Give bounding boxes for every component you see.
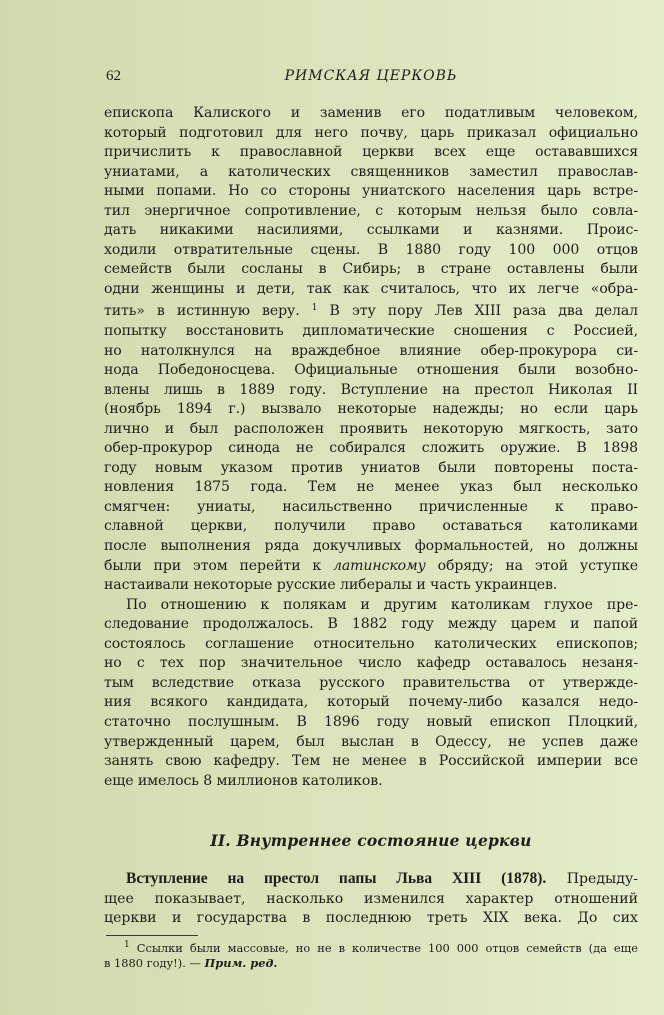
paragraph-lead: Вступление на престол папы Льва XIII (1878). xyxy=(126,870,547,888)
text-line: но натолкнулся на враждебное влияние обер-прокурора си- xyxy=(104,342,638,359)
text-line: униатами, а католических священников заместил православ- xyxy=(104,163,638,180)
text-line: попытку восстановить дипломатические сношения с Россией, xyxy=(104,323,638,340)
text-line: По отношению к полякам и другим католикам глухое пре- xyxy=(126,596,638,613)
footnote-reference[interactable]: 1 xyxy=(311,303,318,314)
text-line: который подготовил для него почву, царь приказал официально xyxy=(104,124,638,141)
text-line: но с тех пор значительное число кафедр оставалось незаня- xyxy=(104,655,638,672)
text-line: тил энергичное сопротивление, с которым нельзя было совла- xyxy=(104,202,638,219)
text-line: настаивали некоторые русские либералы и часть украинцев. xyxy=(104,577,558,594)
book-page xyxy=(104,68,638,972)
text-line: семейств были сосланы в Сибирь; в стране оставлены были xyxy=(104,261,638,278)
footnote xyxy=(104,938,638,972)
text-line: епископа Калиского и заменив его податливым человеком, xyxy=(104,105,638,121)
text-line: церкви и государства в последнюю треть XIX века. До сих xyxy=(104,910,638,927)
italic-term: латинскому xyxy=(332,557,426,574)
text-fragment: в 1880 году!). — xyxy=(104,956,205,971)
text-fragment: В эту пору Лев XIII раза два делал xyxy=(317,303,638,320)
text-line: состоялось соглашение относительно католических епископов; xyxy=(104,635,638,652)
text-fragment: Предыду- xyxy=(546,871,638,888)
editor-note: Прим. ред. xyxy=(204,956,278,971)
text-line: причислить к православной церкви всех еще остававшихся xyxy=(104,144,638,161)
text-line: славной церкви, получили право оставаться католиками xyxy=(104,518,638,535)
text-line: году новым указом против униатов были повторены поста- xyxy=(104,459,638,476)
text-line: после выполнения ряда докучливых формальностей, но должны xyxy=(104,538,638,555)
text-line: новления 1875 года. Тем не менее указ был несколько xyxy=(104,479,638,496)
footnote-line xyxy=(104,938,638,957)
text-line: ходили отвратительные сцены. В 1880 году 100 000 отцов xyxy=(104,241,638,258)
text-fragment: тить» в истинную веру. xyxy=(104,303,300,320)
text-fragment: были при этом перейти к xyxy=(104,557,333,574)
text-line: обер-прокурор синода не собирался сложить оружие. В 1898 xyxy=(104,440,638,457)
paragraph-1 xyxy=(104,104,638,596)
footnote-marker: 1 xyxy=(124,939,130,950)
text-line: ния всякого кандидата, который почему-либо казался недо- xyxy=(104,694,638,711)
text-line: (ноябрь 1894 г.) вызвало некоторые надежды; но если царь xyxy=(104,401,638,418)
text-line-with-italic xyxy=(104,557,638,577)
footnote-divider xyxy=(106,935,198,936)
text-line: утвержденный царем, был выслан в Одессу, не успев даже xyxy=(104,733,638,750)
text-line-with-footnote xyxy=(104,299,638,322)
section-paragraph xyxy=(104,869,638,929)
text-line: одни женщины и дети, так как считалось, что их легче «обра- xyxy=(104,280,638,297)
text-line: щее показывает, насколько изменился характер отношений xyxy=(104,890,638,907)
text-line: ными попами. Но со стороны униатского населения царь встре- xyxy=(104,183,638,200)
text-line: следование продолжалось. В 1882 году между царем и папой xyxy=(104,616,638,633)
text-fragment: обряду; на этой уступке xyxy=(425,557,638,574)
text-line: еще имелось 8 миллионов католиков. xyxy=(104,772,383,789)
text-line: занять свою кафедру. Тем не менее в Российской империи все xyxy=(104,753,638,770)
text-line: статочно послушным. В 1896 году новый епископ Плоцкий, xyxy=(104,713,638,730)
text-line: смягчен: униаты, насильственно причисленные к право- xyxy=(104,498,638,515)
text-line: влены лишь в 1889 году. Вступление на престол Николая II xyxy=(104,381,638,398)
text-line: дать никакими насилиями, ссылками и казнями. Проис- xyxy=(104,222,638,239)
running-title: РИМСКАЯ ЦЕРКОВЬ xyxy=(284,68,458,84)
text-line: тым вследствие отказа русского правительства от утвержде- xyxy=(104,674,638,691)
text-line: лично и был расположен проявить некоторую мягкость, зато xyxy=(104,420,638,437)
text-line: нода Победоносцева. Официальные отношения были возобно- xyxy=(104,362,638,379)
section-heading: II. Внутреннее состояние церкви xyxy=(210,831,532,851)
paragraph-2 xyxy=(104,596,638,791)
running-head xyxy=(104,68,638,90)
page-number: 62 xyxy=(106,68,121,84)
text-line-with-lead xyxy=(104,869,638,890)
text-fragment: Ссылки были массовые, но не в количестве 100 000 отцов семейств (да еще xyxy=(129,940,638,955)
footnote-line xyxy=(104,956,638,972)
body-text xyxy=(104,104,638,791)
